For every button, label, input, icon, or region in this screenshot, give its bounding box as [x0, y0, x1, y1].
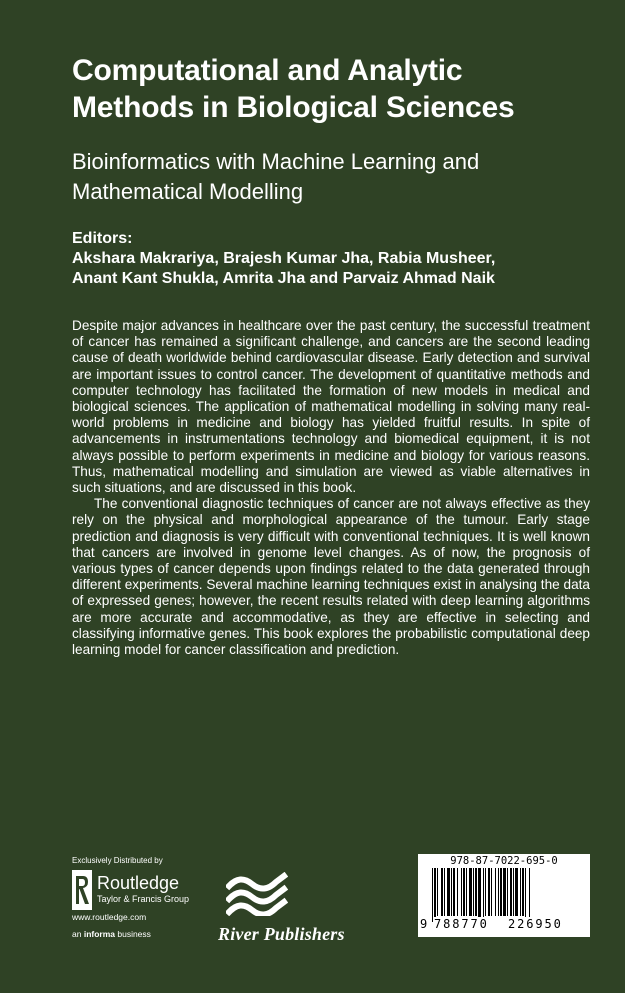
barcode-bar: [503, 868, 506, 916]
routledge-logo: [72, 870, 232, 912]
barcode-bar: [478, 868, 481, 922]
book-title-line-1: Computational and Analytic: [72, 54, 463, 87]
barcode-bar: [463, 868, 465, 916]
book-title-line-2: Methods in Biological Sciences: [72, 91, 515, 124]
barcode-bar: [441, 868, 443, 916]
barcode-bar: [437, 868, 438, 916]
routledge-name: Routledge: [97, 873, 180, 893]
routledge-group: Taylor & Francis Group: [97, 894, 190, 904]
barcode-bar: [475, 868, 477, 916]
barcode-bar: [525, 868, 526, 922]
barcode-bar: [483, 868, 484, 922]
barcode-bar: [461, 868, 462, 916]
distribution-label: Exclusively Distributed by: [72, 856, 163, 865]
barcode-bar: [466, 868, 467, 916]
barcode-digits-group-2: 226950: [508, 917, 563, 931]
barcode-bar: [447, 868, 450, 916]
barcode-bar: [495, 868, 496, 916]
barcode-bar: [513, 868, 514, 916]
routledge-r-icon: [72, 870, 92, 910]
barcode-bar: [529, 868, 530, 922]
book-subtitle-line-1: Bioinformatics with Machine Learning and: [72, 149, 480, 174]
barcode-bar: [520, 868, 521, 916]
barcode-bar: [515, 868, 518, 916]
barcode-bar: [444, 868, 445, 916]
informa-word: informa: [83, 929, 115, 939]
book-description: [72, 318, 590, 658]
informa-prefix: an: [72, 929, 84, 939]
barcode-bar: [498, 868, 499, 916]
editors-names-line-1: Akshara Makrariya, Brajesh Kumar Jha, Rabia Musheer,: [72, 250, 496, 267]
description-paragraph-1: Despite major advances in healthcare over the past century, the successful treatment of cancer has remained a significant challenge, and cancers are the second leading cause of death worldwide behind cardiovascular disease. Early detection and survival are important issues to control cancer. The development of quantitative methods and computer technology has facilitated the formation of new models in medical and biological sciences. The application of mathematical modelling in solving many real-world problems in medicine and biology has yielded fruitful results. In spite of advancements in instrumentations technology and biomedical equipment, it is not always possible to perform experiments in medicine and biology for various reasons. Thus, mathematical modelling and simulation are viewed as viable alternatives in such situations, and are discussed in this book.: [72, 318, 590, 496]
book-title: [72, 52, 612, 126]
barcode-lead-digit: 9: [420, 917, 430, 931]
barcode-bar: [491, 868, 492, 916]
barcode-bar: [522, 868, 524, 916]
description-paragraph-2: The conventional diagnostic techniques of cancer are not always effective as they rely on the physical and morphological appearance of the tumour. Early stage prediction and diagnosis is very difficult with conventional techniques. It is well known that cancers are involved in genome level changes. As of now, the prognosis of various types of cancer depends upon findings related to the data generated through different experiments. Several machine learning techniques exist in analysing the data of expressed genes; however, the recent results related with deep learning algorithms are more accurate and accommodative, as they are effective in selecting and classifying informative genes. This book explores the probabilistic computational deep learning model for cancer classification and prediction.: [72, 496, 590, 658]
barcode-bar: [451, 868, 452, 916]
barcode-bar: [488, 868, 490, 916]
barcode-bar: [507, 868, 508, 916]
editors-names-line-2: Anant Kant Shukla, Amrita Jha and Parvaiz Ahmad Naik: [72, 270, 495, 287]
barcode-bar: [473, 868, 474, 916]
isbn-barcode: [418, 854, 590, 937]
isbn-text: 978-87-7022-695-0: [450, 855, 558, 867]
book-subtitle: [72, 147, 612, 207]
barcode-bar: [432, 868, 433, 922]
barcode-bar: [434, 868, 436, 922]
informa-suffix: business: [115, 929, 151, 939]
barcode-bar: [500, 868, 502, 916]
book-subtitle-line-2: Mathematical Modelling: [72, 179, 304, 204]
barcode-bar: [457, 868, 458, 916]
editors-block: [72, 229, 612, 289]
river-waves-icon: [226, 872, 288, 916]
barcode-bar: [485, 868, 486, 916]
publisher-name: River Publishers: [218, 924, 345, 944]
barcode-bar: [469, 868, 472, 916]
editors-label: Editors:: [72, 230, 133, 247]
informa-business: [72, 929, 151, 939]
routledge-url: www.routledge.com: [72, 912, 147, 922]
barcode-bar: [510, 868, 512, 916]
barcode-bar: [453, 868, 455, 916]
barcode-digits-group-1: 788770: [434, 917, 489, 931]
